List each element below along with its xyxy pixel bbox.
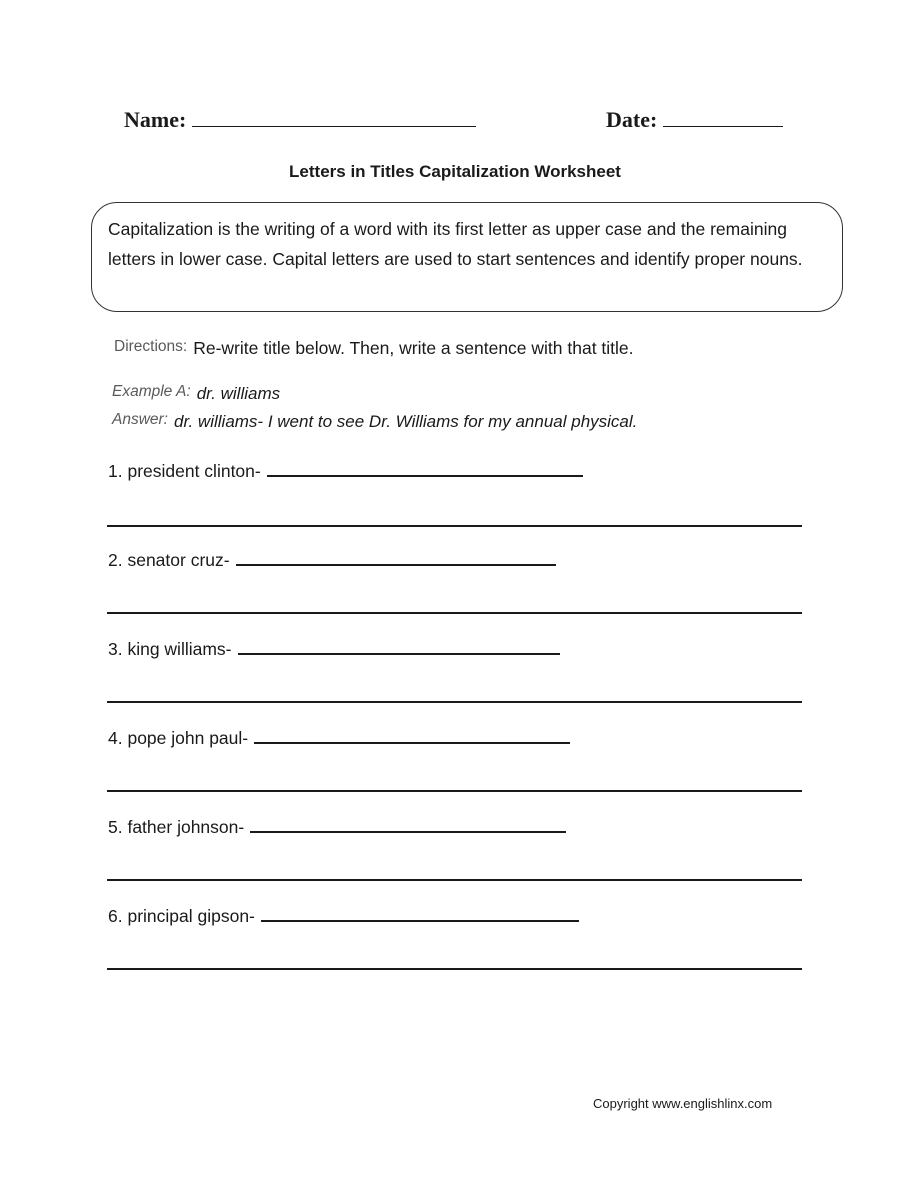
directions: [114, 338, 634, 359]
example: [112, 384, 280, 404]
question-3-blank[interactable]: [238, 637, 560, 655]
example-label: Example A:: [112, 383, 191, 400]
question-3: [108, 637, 560, 660]
question-1: [108, 459, 583, 482]
question-3-sentence-line[interactable]: [107, 701, 802, 703]
question-4-sentence-line[interactable]: [107, 790, 802, 792]
question-6-sentence-line[interactable]: [107, 968, 802, 970]
answer: [112, 412, 637, 432]
name-blank-line[interactable]: [192, 106, 476, 127]
copyright-footer: Copyright www.englishlinx.com: [593, 1096, 773, 1111]
date-field: [606, 106, 783, 133]
question-1-text: 1. president clinton-: [108, 461, 261, 481]
question-2: [108, 548, 556, 571]
question-5-blank[interactable]: [250, 815, 566, 833]
answer-label: Answer:: [112, 411, 168, 428]
example-text: dr. williams: [196, 384, 281, 403]
directions-text: Re-write title below. Then, write a sentence with that title.: [193, 338, 634, 358]
info-box: [91, 202, 843, 312]
question-4-blank[interactable]: [254, 726, 570, 744]
question-2-sentence-line[interactable]: [107, 612, 802, 614]
worksheet-title: Letters in Titles Capitalization Worksheet: [289, 162, 621, 181]
question-2-text: 2. senator cruz-: [108, 550, 230, 570]
question-4-text: 4. pope john paul-: [108, 728, 249, 748]
question-6-text: 6. principal gipson-: [108, 906, 255, 926]
question-3-text: 3. king williams-: [108, 639, 232, 659]
name-field: [124, 106, 476, 133]
question-6-blank[interactable]: [261, 904, 579, 922]
question-5-sentence-line[interactable]: [107, 879, 802, 881]
question-1-sentence-line[interactable]: [107, 525, 802, 527]
info-box-text: Capitalization is the writing of a word with its first letter as upper case and the remaining letters in lower case. Capital letters are used to start sentences and identify proper nouns.: [108, 219, 803, 269]
date-blank-line[interactable]: [663, 106, 783, 127]
directions-label: Directions:: [114, 338, 188, 355]
question-5-text: 5. father johnson-: [108, 817, 245, 837]
question-6: [108, 904, 579, 927]
date-label: Date:: [606, 107, 658, 132]
question-4: [108, 726, 570, 749]
question-1-blank[interactable]: [267, 459, 583, 477]
answer-text: dr. williams- I went to see Dr. Williams for my annual physical.: [174, 412, 638, 431]
name-label: Name:: [124, 107, 187, 132]
question-2-blank[interactable]: [236, 548, 556, 566]
question-5: [108, 815, 566, 838]
